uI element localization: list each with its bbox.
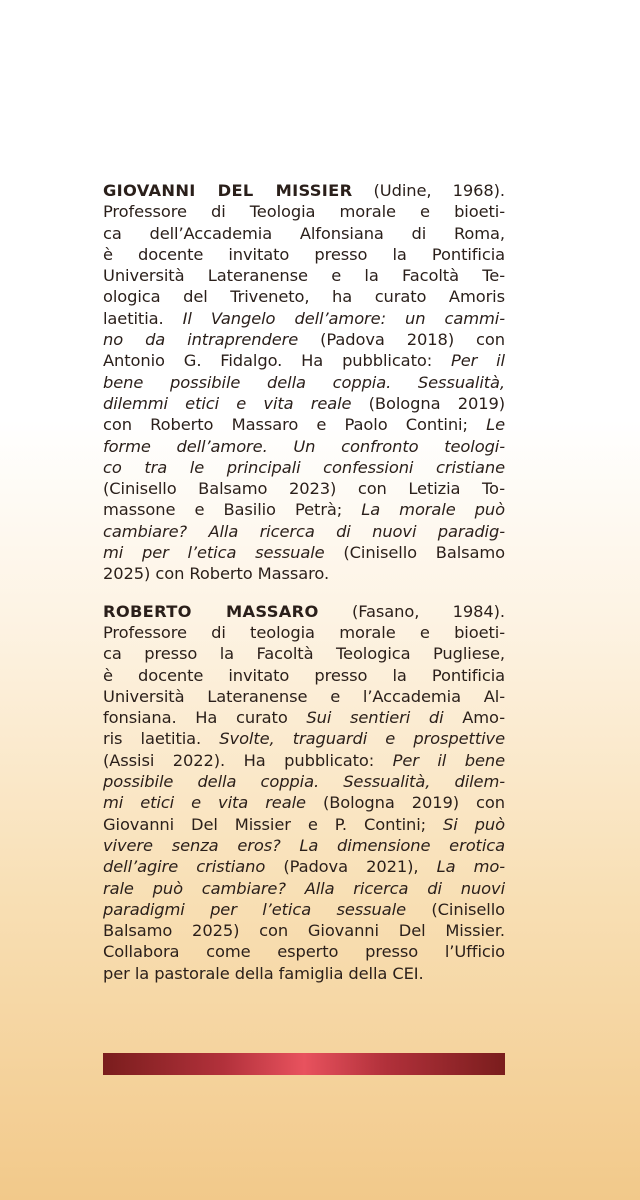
bio-text: massone e Basilio Petrà; (103, 500, 362, 520)
bio-line (103, 223, 505, 244)
bio-text: ca presso la Facoltà Teologica Pugliese, (103, 644, 505, 664)
bio-text: ologica del Triveneto, ha curato Amoris (103, 287, 505, 307)
bio-text: Professore di Teologia morale e bioeti- (103, 202, 505, 222)
bio-text: (Cinisello (406, 899, 506, 919)
bio-line (103, 436, 505, 457)
bio-line (103, 414, 505, 435)
bio-line (103, 286, 505, 307)
bio-line (103, 941, 505, 962)
bio-text: fonsiana. Ha curato (103, 708, 307, 728)
bio-line (103, 963, 505, 984)
bio-text: con Roberto Massaro e Paolo Contini; (103, 415, 487, 435)
bio-line (103, 686, 505, 707)
book-title-text: dell’agire cristiano (103, 857, 266, 877)
bio-text: è docente invitato presso la Pontificia (103, 665, 505, 685)
bio-text: Università Lateranense e la Facoltà Te- (103, 266, 505, 286)
bio-line (103, 792, 505, 813)
book-title-text: vivere senza eros? La dimensione erotica (103, 835, 505, 855)
bio-text: 2025) con Roberto Massaro. (103, 564, 330, 584)
bio-line (103, 728, 505, 749)
book-title-text: Per il (451, 351, 505, 371)
bio-text: (Assisi 2022). Ha pubblicato: (103, 750, 393, 770)
bio-line (103, 899, 505, 920)
bio-text: ris laetitia. (103, 729, 220, 749)
bio-text: Professore di teologia morale e bioeti- (103, 622, 505, 642)
book-title-text: mi etici e vita reale (103, 793, 306, 813)
bio-line (103, 308, 505, 329)
bio-line (103, 350, 505, 371)
book-title-text: Svolte, traguardi e prospettive (219, 729, 505, 749)
bio-line (103, 265, 505, 286)
bio-line (103, 201, 505, 222)
bio-line (103, 878, 505, 899)
bio-line (103, 372, 505, 393)
bio-text: Università Lateranense e l’Accademia Al- (103, 686, 505, 706)
bio-text: (Padova 2018) con (298, 330, 505, 350)
bio-text: Balsamo 2025) con Giovanni Del Missier. (103, 921, 505, 941)
bio-text: è docente invitato presso la Pontificia (103, 244, 505, 264)
bio-text: (Udine, 1968). (352, 181, 505, 200)
bio-line (103, 521, 505, 542)
bio-text: (Fasano, 1984). (318, 601, 505, 621)
bio-line (103, 457, 505, 478)
book-title-text: Il Vangelo dell’amore: un cammi- (182, 308, 505, 328)
bio-line (103, 601, 505, 622)
bio-line (103, 563, 505, 584)
bio-line (103, 393, 505, 414)
bio-text: (Cinisello Balsamo 2023) con Letizia To- (103, 479, 505, 499)
bio-text: Antonio G. Fidalgo. Ha pubblicato: (103, 351, 451, 371)
bio-line (103, 542, 505, 563)
book-title-text: La mo- (436, 857, 505, 877)
book-title-text: co tra le principali confessioni cristiane (103, 457, 505, 477)
bio-line (103, 180, 505, 201)
author-name: GIOVANNI DEL MISSIER (103, 181, 353, 200)
book-title-text: paradigmi per l’etica sessuale (103, 899, 406, 919)
book-title-text: bene possibile della coppia. Sessualità, (103, 372, 505, 392)
bio-line (103, 665, 505, 686)
bio-text: ca dell’Accademia Alfonsiana di Roma, (103, 223, 505, 243)
book-title-text: dilemmi etici e vita reale (103, 393, 352, 413)
bio-line (103, 920, 505, 941)
bio-text: Amo- (443, 708, 505, 728)
author-name: ROBERTO MASSARO (103, 601, 319, 621)
decorative-divider-bar (103, 1053, 505, 1075)
book-title-text: La morale può (361, 500, 506, 520)
book-title-text: Per il bene (392, 750, 505, 770)
bio-line (103, 622, 505, 643)
bio-line (103, 244, 505, 265)
author-bios (103, 180, 505, 984)
bio-line (103, 707, 505, 728)
bio-line (103, 750, 505, 771)
book-title-text: no da intraprendere (103, 330, 299, 350)
bio-text: (Bologna 2019) con (305, 793, 505, 813)
bio-text: Giovanni Del Missier e P. Contini; (103, 814, 444, 834)
book-title-text: cambiare? Alla ricerca di nuovi paradig- (103, 521, 505, 541)
book-title-text: rale può cambiare? Alla ricerca di nuovi (103, 878, 505, 898)
bio-line (103, 643, 505, 664)
book-title-text: Le (486, 415, 505, 435)
book-title-text: Sui sentieri di (306, 708, 444, 728)
bio-line (103, 856, 505, 877)
bio-text: (Padova 2021), (265, 857, 437, 877)
book-title-text: mi per l’etica sessuale (103, 543, 325, 563)
bio-line (103, 478, 505, 499)
bio-giovanni-del-missier (103, 180, 505, 585)
bio-line (103, 329, 505, 350)
bio-line (103, 499, 505, 520)
bio-text: Collabora come esperto presso l’Ufficio (103, 942, 505, 962)
bio-line (103, 814, 505, 835)
bio-roberto-massaro (103, 601, 505, 984)
bio-text: per la pastorale della famiglia della CEI. (103, 963, 424, 983)
book-title-text: Si può (443, 814, 505, 834)
bio-text: laetitia. (103, 308, 183, 328)
book-title-text: possibile della coppia. Sessualità, dilem- (103, 772, 505, 792)
bio-line (103, 835, 505, 856)
book-title-text: forme dell’amore. Un confronto teologi- (103, 436, 505, 456)
bio-text: (Bologna 2019) (351, 393, 505, 413)
bio-line (103, 771, 505, 792)
bio-text: (Cinisello Balsamo (324, 543, 505, 563)
